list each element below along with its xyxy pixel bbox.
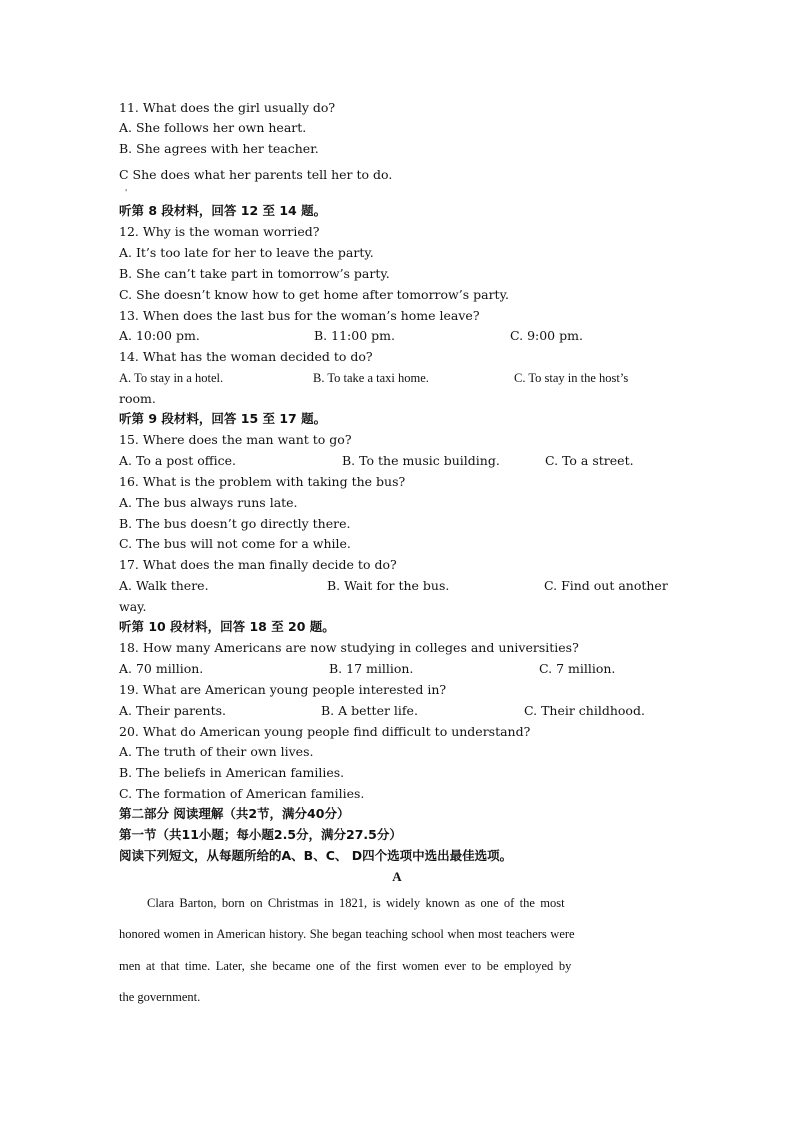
q16-question: 16. What is the problem with taking the bus? — [119, 474, 406, 489]
q14-option-a: A. To stay in a hotel. — [119, 371, 224, 385]
q17-question: 17. What does the man finally decide to do? — [119, 557, 397, 572]
q12-option-a: A. It’s too late for her to leave the party. — [119, 245, 374, 260]
q11-option-b: B. She agrees with her teacher. — [119, 141, 319, 156]
q19-option-a: A. Their parents. — [119, 703, 226, 718]
q17-option-b: B. Wait for the bus. — [327, 578, 450, 593]
q15-question: 15. Where does the man want to go? — [119, 432, 352, 447]
q11-option-a: A. She follows her own heart. — [119, 120, 307, 135]
q11-question: 11. What does the girl usually do? — [119, 100, 336, 115]
q18-question: 18. How many Americans are now studying in colleges and universities? — [119, 640, 579, 655]
q16-option-b: B. The bus doesn’t go directly there. — [119, 516, 351, 531]
q20-option-a: A. The truth of their own lives. — [119, 744, 314, 759]
q16-option-c: C. The bus will not come for a while. — [119, 536, 351, 551]
passage-line-2: honored women in American history. She began teaching school when most teachers were — [119, 927, 575, 941]
q15-option-b: B. To the music building. — [342, 453, 500, 468]
q17-option-c-continued: way. — [119, 599, 147, 614]
q12-question: 12. Why is the woman worried? — [119, 224, 320, 239]
q17-option-c: C. Find out another — [544, 578, 668, 593]
q14-option-c: C. To stay in the host’s — [514, 371, 629, 385]
q19-option-b: B. A better life. — [321, 703, 418, 718]
q20-option-b: B. The beliefs in American families. — [119, 765, 345, 780]
q14-question: 14. What has the woman decided to do? — [119, 349, 373, 364]
q17-option-a: A. Walk there. — [119, 578, 209, 593]
q20-option-c: C. The formation of American families. — [119, 786, 365, 801]
q12-option-c: C. She doesn’t know how to get home after tomorrow’s party. — [119, 287, 509, 302]
passage-line-3: men at that time. Later, she became one of the first women ever to be employed by — [119, 959, 572, 973]
section-10-heading: 听第 10 段材料，回答 18 至 20 题。 — [119, 619, 335, 634]
instruction-text: 阅读下列短文，从每题所给的A、B、C、 D四个选项中选出最佳选项。 — [119, 848, 513, 863]
section-1-heading: 第一节（共11小题；每小题2.5分，满分27.5分） — [119, 827, 402, 842]
q18-option-a: A. 70 million. — [119, 661, 204, 676]
q13-option-c: C. 9:00 pm. — [510, 328, 583, 343]
passage-line-4: the government. — [119, 990, 201, 1004]
q13-question: 13. When does the last bus for the woman’s home leave? — [119, 308, 480, 323]
q13-option-a: A. 10:00 pm. — [119, 328, 200, 343]
q15-option-a: A. To a post office. — [119, 453, 236, 468]
q16-option-a: A. The bus always runs late. — [119, 495, 298, 510]
q14-option-b: B. To take a taxi home. — [313, 371, 429, 385]
stray-mark: ' — [125, 188, 128, 197]
q18-option-b: B. 17 million. — [329, 661, 414, 676]
q15-option-c: C. To a street. — [545, 453, 634, 468]
q14-option-c-continued: room. — [119, 391, 156, 406]
passage-line-1: Clara Barton, born on Christmas in 1821, is widely known as one of the most — [147, 896, 565, 910]
passage-label: A — [392, 869, 402, 884]
q18-option-c: C. 7 million. — [539, 661, 616, 676]
q13-option-b: B. 11:00 pm. — [314, 328, 395, 343]
q11-option-c: C She does what her parents tell her to do. — [119, 167, 393, 182]
q20-question: 20. What do American young people find difficult to understand? — [119, 724, 531, 739]
part-2-heading: 第二部分 阅读理解（共2节，满分40分） — [119, 806, 350, 821]
q19-question: 19. What are American young people interested in? — [119, 682, 447, 697]
section-9-heading: 听第 9 段材料，回答 15 至 17 题。 — [119, 411, 327, 426]
q19-option-c: C. Their childhood. — [524, 703, 645, 718]
section-8-heading: 听第 8 段材料，回答 12 至 14 题。 — [119, 203, 327, 218]
q12-option-b: B. She can’t take part in tomorrow’s party. — [119, 266, 390, 281]
